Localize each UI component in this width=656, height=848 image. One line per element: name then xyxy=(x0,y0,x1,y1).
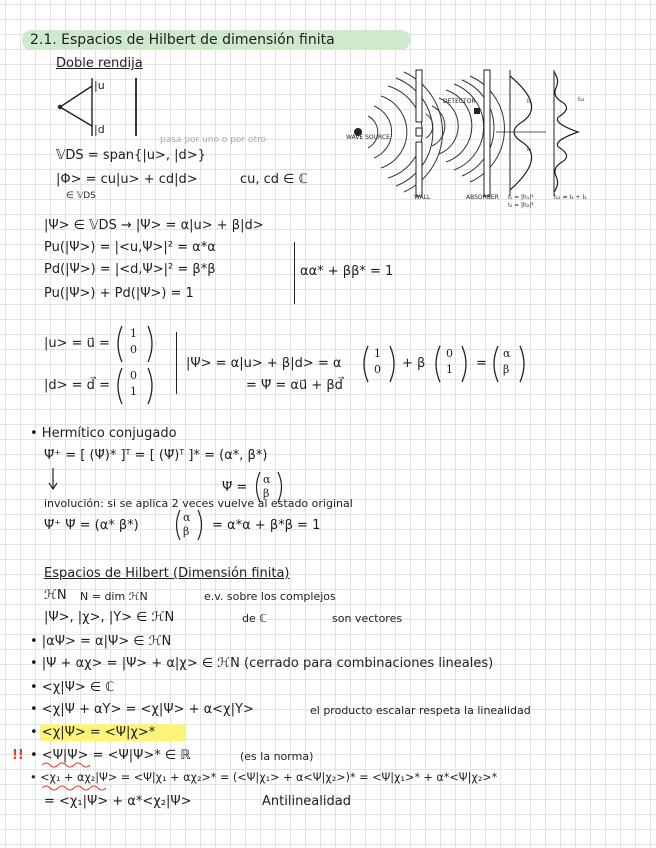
d-vector-c1: 1 xyxy=(130,385,137,398)
state-line: |Φ> = cu|u> + cd|d> xyxy=(56,172,198,187)
down-arrow-icon xyxy=(48,468,60,492)
psi-d-c1: 1 xyxy=(446,363,453,376)
i12-label: I₁₂ xyxy=(578,96,585,103)
prob-line-2: Pu(|Ψ>) = |<u,Ψ>|² = α*α xyxy=(44,240,216,255)
psi-res-c0: α xyxy=(503,347,511,360)
section-title: 2.1. Espacios de Hilbert de dimensión finita xyxy=(30,32,335,48)
i1-label: I₁ xyxy=(527,98,532,105)
psi-plus: + β xyxy=(402,356,426,371)
slit-label-d: |d xyxy=(94,123,105,136)
prob-line-1: |Ψ> ∈ 𝕍DS → |Ψ> = α|u> + β|d> xyxy=(44,218,264,233)
slit-note: pasa por uno o por otro xyxy=(160,135,267,145)
l2-col-c0: α xyxy=(183,511,191,524)
hilbert-son: son vectores xyxy=(332,612,403,625)
hilbert-vecs: |Ψ>, |χ>, |Υ> ∈ ℋN xyxy=(44,610,175,625)
antilinealidad-line-1: • <χ₁ + αχ₂|Ψ> = <Ψ|χ₁ + αχ₂>* = (<Ψ|χ₁> + α<Ψ|χ₂>)* = <Ψ|χ₁>* + α*<Ψ|χ₂>* xyxy=(30,771,498,784)
hermitico-line-2b: = α*α + β*β = 1 xyxy=(212,518,321,533)
hilbert-item-1: • |αΨ> = α|Ψ> ∈ ℋN xyxy=(30,634,172,649)
importance-marker: !! xyxy=(12,748,24,763)
antilinealidad-line-2: = <χ₁|Ψ> + α*<χ₂|Ψ> xyxy=(44,794,192,809)
u-vector-c0: 1 xyxy=(130,327,137,340)
wave-source-label: WAVE SOURCE xyxy=(346,134,390,141)
vector-bracket xyxy=(172,332,177,394)
doble-rendija-heading: Doble rendija xyxy=(56,56,143,71)
d-vector-lhs: |d> = d⃗ = xyxy=(44,378,110,393)
detector-label: DETECTOR xyxy=(443,98,476,105)
involucion-note: involución: si se aplica 2 veces vuelve al estado original xyxy=(44,497,353,510)
hilbert-ev: e.v. sobre los complejos xyxy=(204,590,336,603)
prob-line-3: Pd(|Ψ>) = |<d,Ψ>|² = β*β xyxy=(44,262,216,277)
i2-label: I₂ xyxy=(527,146,532,153)
psi-line-2: = Ψ⃗ = αu⃗ + βd⃗ xyxy=(246,378,343,393)
linealidad-formula: • <χ|Ψ + αΥ> = <χ|Ψ> + α<χ|Υ> xyxy=(30,702,254,717)
prob-bracket xyxy=(290,242,295,304)
norma-formula: • <Ψ|Ψ> = <Ψ|Ψ>* ∈ ℝ xyxy=(30,748,191,763)
psi-res-c1: β xyxy=(503,363,510,376)
span-line: 𝕍DS = span{|u>, |d>} xyxy=(56,148,206,163)
psi-u-c0: 1 xyxy=(374,347,381,360)
hilbert-item-2: • |Ψ + αχ> = |Ψ> + α|χ> ∈ ℋN (cerrado para combinaciones lineales) xyxy=(30,656,494,671)
psi-line: |Ψ> = α|u> + β|d> = α xyxy=(186,356,342,371)
prob-sum: αα* + ββ* = 1 xyxy=(300,264,394,279)
prob-line-4: Pu(|Ψ>) + Pd(|Ψ>) = 1 xyxy=(44,286,194,301)
linealidad-note: el producto escalar respeta la linealidad xyxy=(310,704,531,717)
l2-col-c1: β xyxy=(183,525,190,538)
psi-u-c1: 0 xyxy=(374,363,381,376)
psi-col-lhs: Ψ⃗ = xyxy=(222,480,248,495)
hermitico-line-2a: Ψ⃗⁺ Ψ⃗ = (α* β*) xyxy=(44,518,139,533)
caption-2: I₁₂ ≠ I₁ + I₂ xyxy=(554,194,587,201)
hilbert-hn: ℋN xyxy=(44,588,67,603)
d-vector-c0: 0 xyxy=(130,369,137,382)
hermitico-line-1: Ψ⃗⁺ = [ (Ψ⃗)* ]ᵀ = [ (Ψ⃗)ᵀ ]* = (α*, β*) xyxy=(44,448,268,463)
caption-1b: I₂ = |h₂|² xyxy=(508,202,534,209)
norma-wavy-underline xyxy=(42,761,92,769)
double-slit-diagram xyxy=(346,66,642,208)
caption-1a: I₁ = |h₁|² xyxy=(508,194,534,201)
hilbert-item-3: • <χ|Ψ> ∈ ℂ xyxy=(30,680,115,695)
slit-label-u: |u xyxy=(94,79,105,92)
slit-sketch xyxy=(52,74,172,144)
psi-col-c0: α xyxy=(263,473,271,486)
antilinealidad-label: Antilinealidad xyxy=(262,794,351,809)
absorber-label: ABSORBER xyxy=(466,194,499,201)
conjugate-symmetry: • <χ|Ψ> = <Ψ|χ>* xyxy=(30,725,156,740)
vds-sub: ∈ 𝕍DS xyxy=(66,191,96,201)
u-vector-lhs: |u> = u⃗ = xyxy=(44,336,110,351)
psi-eq: = xyxy=(476,356,487,371)
hilbert-ndim: N = dim ℋN xyxy=(80,590,148,603)
norma-note: (es la norma) xyxy=(240,750,314,763)
hermitico-heading: • Hermítico conjugado xyxy=(30,426,177,441)
psi-col-c1: β xyxy=(263,487,270,500)
psi-d-c0: 0 xyxy=(446,347,453,360)
hilbert-dec: de ℂ xyxy=(242,612,267,625)
u-vector-c1: 0 xyxy=(130,343,137,356)
coef-note: cu, cd ∈ ℂ xyxy=(240,172,308,187)
hilbert-heading: Espacios de Hilbert (Dimensión finita) xyxy=(44,566,290,581)
wall-label: WALL xyxy=(414,194,431,201)
antilinealidad-wavy-underline xyxy=(42,784,112,792)
psi-vector-parens xyxy=(360,344,560,384)
